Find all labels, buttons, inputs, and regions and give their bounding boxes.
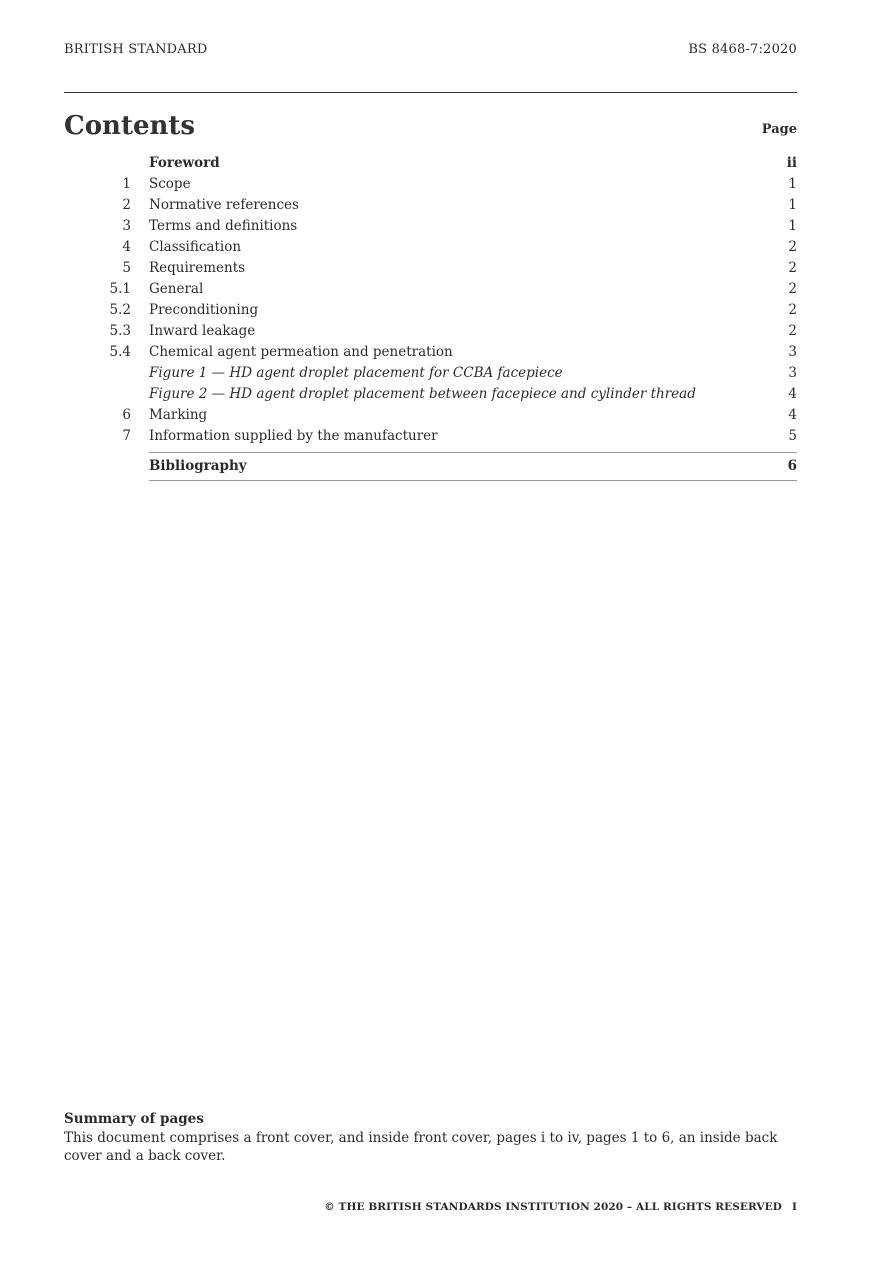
toc-entry-number: 5.4 [109,344,131,360]
toc-entry-title: Requirements [149,260,246,276]
toc-entry-title: Bibliography [149,458,247,474]
summary-text: This document comprises a front cover, and inside front cover, pages i to iv, pages 1 to 6, an inside back cover and a back cover. [64,1130,778,1164]
toc-entry-bibliography[interactable] [149,452,797,481]
toc-entry[interactable] [64,153,797,174]
toc-entry-page: 2 [788,302,797,318]
toc-entry[interactable] [64,216,797,237]
toc-entry-title: Normative references [149,197,299,213]
page-folio: I [791,1201,797,1213]
page-column-heading: Page [761,122,797,137]
toc-entry-page: 3 [788,365,797,381]
toc-entry-title: Information supplied by the manufacturer [149,428,438,444]
toc-entry-number: 3 [122,218,131,234]
toc-entry-number: 1 [122,176,131,192]
toc-entry-title: General [149,281,204,297]
running-header-left: BRITISH STANDARD [64,42,208,57]
toc-entry[interactable] [64,342,797,363]
toc-entry-number: 4 [122,239,131,255]
toc-entry-page: 5 [788,428,797,444]
toc-entry-title: Scope [149,176,191,192]
toc-entry-page: ii [786,155,797,171]
toc-entry-page: 2 [788,239,797,255]
toc-entry[interactable] [64,195,797,216]
toc-entry-page: 1 [788,197,797,213]
toc-entry-page: 2 [788,260,797,276]
copyright-notice: © THE BRITISH STANDARDS INSTITUTION 2020 – ALL RIGHTS RESERVED [324,1201,782,1213]
header-rule [64,92,797,93]
toc-entry-title: Terms and definitions [149,218,298,234]
toc-entry-page: 1 [788,176,797,192]
toc-entry-page: 2 [788,323,797,339]
toc-entry-number: 6 [122,407,131,423]
toc-entry-number: 5.1 [109,281,131,297]
summary-title: Summary of pages [64,1111,204,1127]
toc-entry-title: Figure 2 — HD agent droplet placement between facepiece and cylinder thread [149,386,696,402]
toc-entry-page: 6 [787,458,797,474]
toc-entry-number: 7 [122,428,131,444]
toc-entry[interactable] [64,363,797,384]
page-footer [324,1201,797,1213]
toc-entry[interactable] [64,279,797,300]
toc-entry[interactable] [64,384,797,405]
toc-entry-page: 1 [788,218,797,234]
toc-entry-title: Marking [149,407,208,423]
toc-entry-title: Inward leakage [149,323,256,339]
table-of-contents [64,153,797,447]
toc-entry-page: 4 [788,407,797,423]
toc-entry-page: 4 [788,386,797,402]
toc-entry-number: 2 [122,197,131,213]
toc-entry[interactable] [64,174,797,195]
contents-title: Contents [64,111,196,141]
toc-entry[interactable] [64,405,797,426]
toc-entry[interactable] [64,426,797,447]
toc-entry-title: Chemical agent permeation and penetration [149,344,453,360]
toc-entry-title: Classification [149,239,242,255]
toc-entry[interactable] [64,321,797,342]
toc-entry[interactable] [64,258,797,279]
toc-entry-number: 5.3 [109,323,131,339]
toc-entry-title: Foreword [149,155,220,171]
toc-entry[interactable] [64,237,797,258]
running-header-right: BS 8468-7:2020 [688,42,797,57]
toc-entry-page: 2 [788,281,797,297]
toc-entry-title: Figure 1 — HD agent droplet placement for CCBA facepiece [149,365,563,381]
toc-entry-page: 3 [788,344,797,360]
toc-entry[interactable] [64,300,797,321]
toc-entry-number: 5.2 [109,302,131,318]
toc-entry-number: 5 [122,260,131,276]
toc-entry-title: Preconditioning [149,302,259,318]
